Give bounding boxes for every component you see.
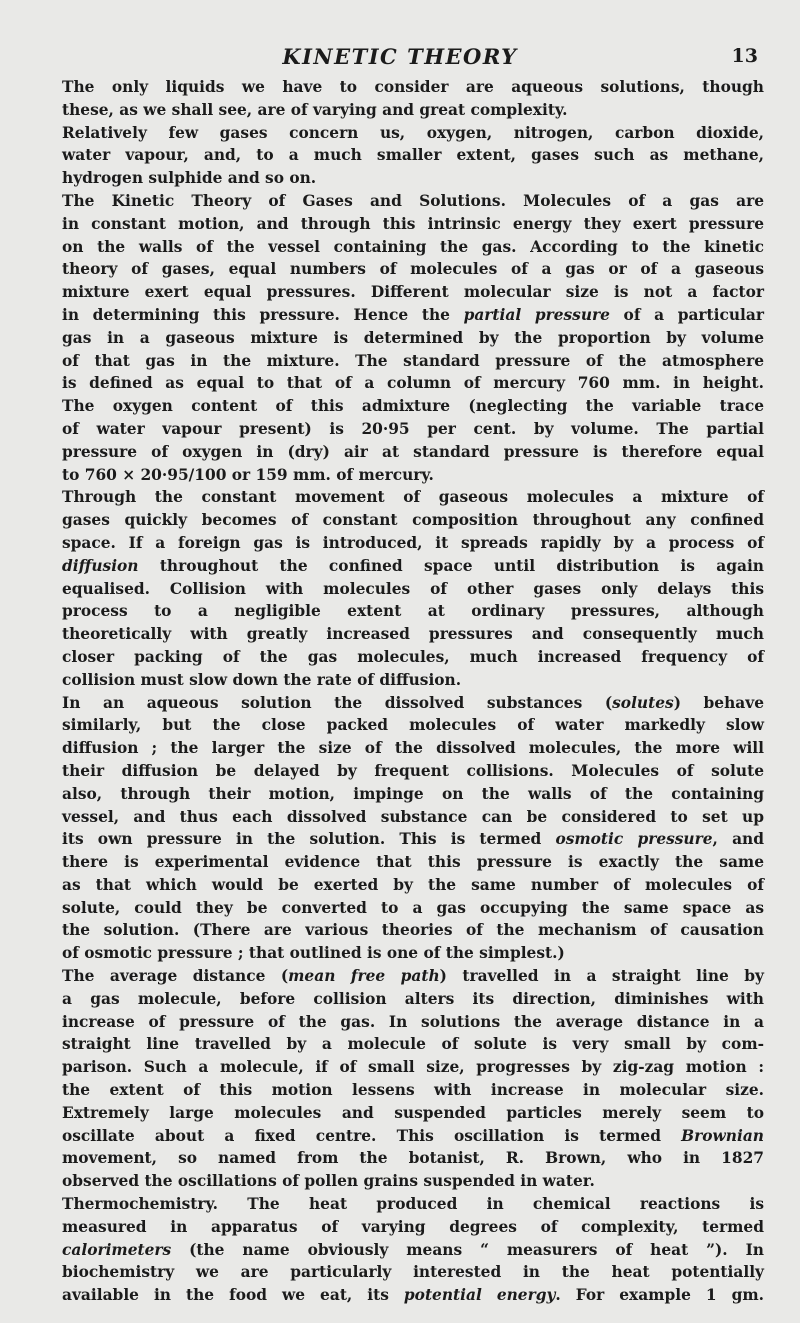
text-line: movement, so named from the botanist, R. Brown, who in 1827 [62,1149,764,1168]
text-line: vessel, and thus each dissolved substance can be considered to set up [62,807,764,826]
text-run: . For example 1 gm. [555,1286,764,1305]
text-run: In an aqueous solution the dissolved substances ( [62,693,613,712]
text-line [62,1125,764,1148]
section-heading: The Kinetic Theory of Gases and Solutions. [62,191,506,210]
text-line: measured in apparatus of varying degrees of complexity, termed [62,1217,764,1236]
text-run: The heat produced in chemical reactions is [218,1195,764,1214]
text-line: theoretically with greatly increased pressures and consequently much [62,625,764,644]
text-run: throughout the confined space until distribution is again [138,556,764,575]
text-line [62,555,764,578]
text-run: , and [712,830,764,849]
text-line: observed the oscillations of pollen grains suspended in water. [62,1172,595,1191]
emphasis-term: mean free path [288,967,440,986]
text-line: there is experimental evidence that this pressure is exactly the same [62,853,764,872]
text-line: gas in a gaseous mixture is determined by the proportion by volume [62,328,764,347]
text-line: equalised. Collision with molecules of other gases only delays this [62,579,764,598]
text-line: solute, could they be converted to a gas occupying the same space as [62,898,764,917]
text-line: is defined as equal to that of a column of mercury 760 mm. in height. [62,374,764,393]
text-line: of osmotic pressure ; that outlined is one of the simplest.) [62,944,565,963]
text-line [62,1239,764,1262]
text-line: these, as we shall see, are of varying and great complexity. [62,100,568,119]
text-line: their diffusion be delayed by frequent collisions. Molecules of solute [62,761,764,780]
text-line: Through the constant movement of gaseous molecules a mixture of [62,488,764,507]
text-line: parison. Such a molecule, if of small size, progresses by zig-zag motion : [62,1058,764,1077]
text-run: ) travelled in a straight line by [439,967,764,986]
emphasis-term: Brownian [681,1126,764,1145]
text-line: of water vapour present) is 20·95 per cent. by volume. The partial [62,419,764,438]
text-line: biochemistry we are particularly interested in the heat potentially [62,1263,764,1282]
text-line: as that which would be exerted by the same number of molecules of [62,875,764,894]
emphasis-term: osmotic pressure [555,830,713,849]
text-line: process to a negligible extent at ordinary pressures, although [62,602,764,621]
text-line: Relatively few gases concern us, oxygen, nitrogen, carbon dioxide, [62,123,764,142]
body-text [62,76,764,1307]
text-line: Extremely large molecules and suspended particles merely seem to [62,1103,764,1122]
text-line [62,828,764,851]
text-line: diffusion ; the larger the size of the dissolved molecules, the more will [62,739,764,758]
emphasis-term: calorimeters [62,1240,172,1259]
text-line: on the walls of the vessel containing the gas. According to the kinetic [62,237,764,256]
text-line: hydrogen sulphide and so on. [62,169,317,188]
text-line: the solution. (There are various theories of the mechanism of causation [62,921,764,940]
text-line: increase of pressure of the gas. In solutions the average distance in a [62,1012,764,1031]
emphasis-term: diffusion [62,556,139,575]
text-run: The average distance ( [62,967,289,986]
emphasis-term: solutes [612,693,674,712]
text-line: a gas molecule, before collision alters its direction, diminishes with [62,989,764,1008]
emphasis-term: potential energy [403,1286,556,1305]
text-run: available in the food we eat, its [62,1286,404,1305]
text-line: the extent of this motion lessens with increase in molecular size. [62,1081,764,1100]
section-heading: Thermochemistry. [62,1195,218,1214]
text-line: theory of gases, equal numbers of molecules of a gas or of a gaseous [62,260,764,279]
text-line: pressure of oxygen in (dry) air at standard pressure is therefore equal [62,442,764,461]
text-line [62,190,764,213]
text-line [62,692,764,715]
text-line: closer packing of the gas molecules, much increased frequency of [62,647,764,666]
text-run: ) behave [673,693,765,712]
text-run: in determining this pressure. Hence the [62,305,464,324]
page-number: 13 [731,45,758,67]
text-line [62,965,764,988]
running-title: KINETIC THEORY [282,44,518,69]
text-line: straight line travelled by a molecule of solute is very small by com- [62,1035,764,1054]
emphasis-term: partial pressure [463,305,610,324]
text-line: space. If a foreign gas is introduced, it spreads rapidly by a process of [62,533,764,552]
text-line: of that gas in the mixture. The standard pressure of the atmosphere [62,351,764,370]
text-run: its own pressure in the solution. This is termed [62,830,556,849]
text-line: water vapour, and, to a much smaller extent, gases such as methane, [62,146,764,165]
text-line [62,1284,764,1307]
text-line: similarly, but the close packed molecules of water markedly slow [62,716,764,735]
text-line: also, through their motion, impinge on the walls of the containing [62,784,764,803]
text-run: Molecules of a gas are [505,191,764,210]
text-run: of a particular [609,305,764,324]
text-line [62,304,764,327]
text-line: to 760 × 20·95/100 or 159 mm. of mercury. [62,465,434,484]
text-run: (the name obviously means “ measurers of heat ”). In [171,1240,764,1259]
text-line: The only liquids we have to consider are aqueous solutions, though [62,78,764,96]
text-line: in constant motion, and through this intrinsic energy they exert pressure [62,214,764,233]
text-line: collision must slow down the rate of diffusion. [62,670,462,689]
text-line: mixture exert equal pressures. Different molecular size is not a factor [62,283,764,302]
text-line: gases quickly becomes of constant composition throughout any confined [62,511,764,530]
page-header [0,44,800,74]
text-line: The oxygen content of this admixture (neglecting the variable trace [62,397,764,416]
text-line [62,1193,764,1216]
text-run: oscillate about a fixed centre. This oscillation is termed [62,1126,682,1145]
